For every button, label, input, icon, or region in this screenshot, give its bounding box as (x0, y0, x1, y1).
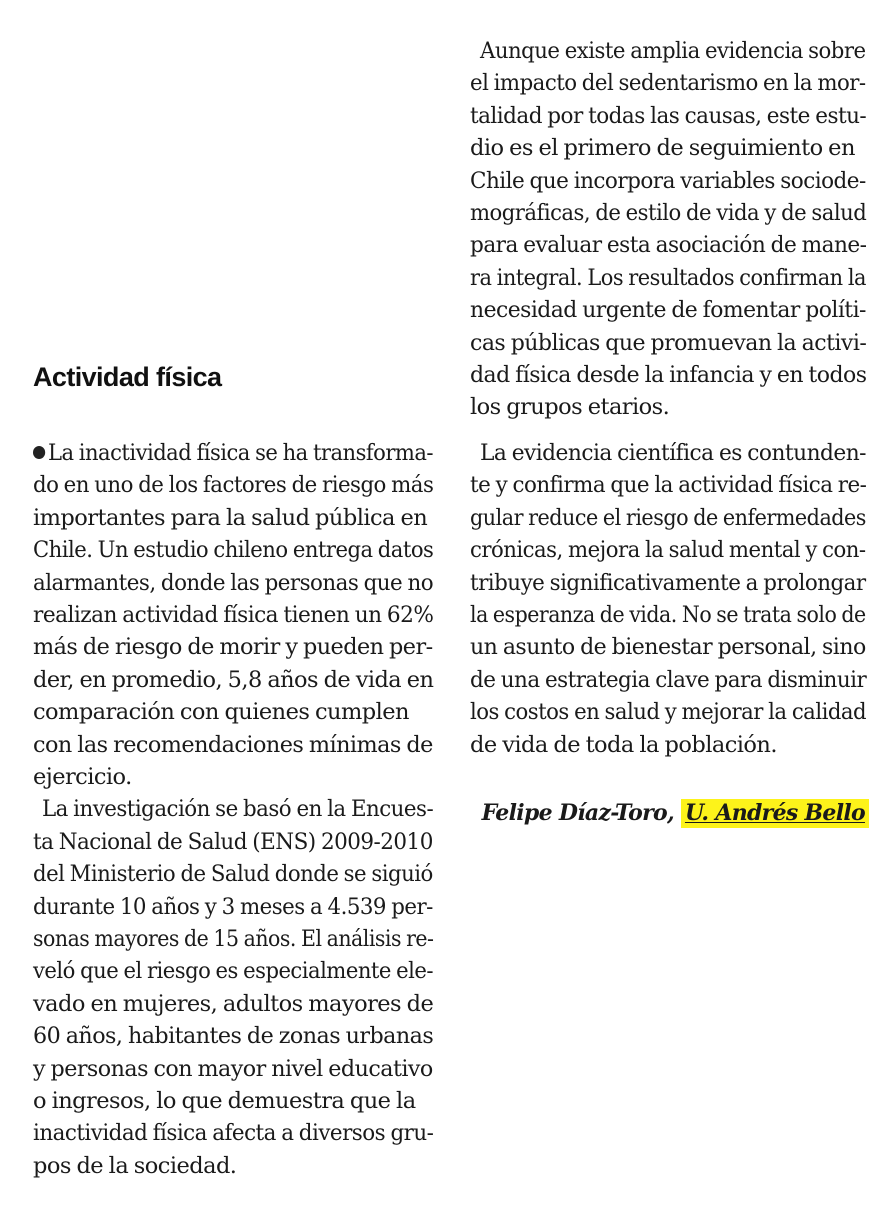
body-line: comparación con quienes cumplen (33, 699, 409, 726)
body-line: talidad por todas las causas, este estu- (470, 102, 867, 129)
body-line: te y confirma que la actividad física re- (470, 472, 867, 499)
body-line: gular reduce el riesgo de enfermedades (470, 504, 866, 531)
section-heading: Actividad física (33, 362, 222, 392)
body-line: alarmantes, donde las personas que no (33, 569, 434, 596)
body-line: crónicas, mejora la salud mental y con- (470, 537, 866, 564)
body-line: del Ministerio de Salud donde se siguió (33, 861, 433, 888)
bullet-icon (33, 446, 45, 459)
body-line: do en uno de los factores de riesgo más (33, 472, 434, 499)
body-line: con las recomendaciones mínimas de (33, 731, 433, 758)
body-line: durante 10 años y 3 meses a 4.539 per- (33, 893, 433, 920)
body-line: los grupos etarios. (470, 394, 670, 421)
body-line: importantes para la salud pública en (33, 504, 428, 531)
body-line: un asunto de bienestar personal, sino (470, 634, 866, 661)
body-line: La investigación se basó en la Encues- (42, 796, 434, 823)
body-line: la esperanza de vida. No se trata solo de (470, 602, 866, 628)
author-name: Felipe Díaz-Toro, (481, 800, 674, 826)
body-line: necesidad urgente de fomentar políti- (470, 297, 866, 324)
body-line: inactividad física afecta a diversos gru- (33, 1120, 434, 1147)
body-line: tribuye significativamente a prolongar (470, 569, 866, 596)
body-line: los costos en salud y mejorar la calidad (470, 699, 867, 726)
body-line: de una estrategia clave para disminuir (470, 666, 867, 693)
body-line: más de riesgo de morir y pueden per- (33, 634, 433, 661)
byline (482, 800, 869, 826)
body-line: dad física desde la infancia y en todos (470, 362, 867, 388)
body-line: veló que el riesgo es especialmente ele- (33, 958, 433, 985)
body-line: y personas con mayor nivel educativo (33, 1055, 433, 1082)
body-line: Aunque existe amplia evidencia sobre (480, 38, 866, 64)
body-line: 60 años, habitantes de zonas urbanas (33, 1023, 434, 1050)
body-line: dio es el primero de seguimiento en (470, 135, 855, 162)
body-line: Chile. Un estudio chileno entrega datos (33, 537, 434, 564)
body-line: ejercicio. (33, 764, 132, 790)
body-line: el impacto del sedentarismo en la mor- (470, 70, 866, 97)
body-line: para evaluar esta asociación de mane- (470, 232, 867, 259)
body-line: ra integral. Los resultados confirman la (470, 264, 866, 291)
line-text: La inactividad física se ha transforma- (47, 440, 434, 466)
body-line (33, 437, 433, 469)
body-line: pos de la sociedad. (33, 1152, 237, 1179)
body-line: mográficas, de estilo de vida y de salud (470, 200, 867, 226)
body-line: der, en promedio, 5,8 años de vida en (33, 666, 434, 693)
body-line: cas públicas que promuevan la activi- (470, 329, 867, 356)
body-line: La evidencia científica es contunden- (480, 440, 866, 466)
body-line: Chile que incorpora variables sociode- (470, 167, 866, 194)
institution-highlight: U. Andrés Bello (681, 799, 869, 828)
body-line: o ingresos, lo que demuestra que la (33, 1088, 416, 1114)
body-line: de vida de toda la población. (470, 731, 777, 758)
body-line: sonas mayores de 15 años. El análisis re- (33, 926, 434, 952)
body-line: realizan actividad física tienen un 62% (33, 602, 434, 628)
body-line: ta Nacional de Salud (ENS) 2009-2010 (33, 828, 433, 855)
body-line: vado en mujeres, adultos mayores de (33, 990, 434, 1017)
